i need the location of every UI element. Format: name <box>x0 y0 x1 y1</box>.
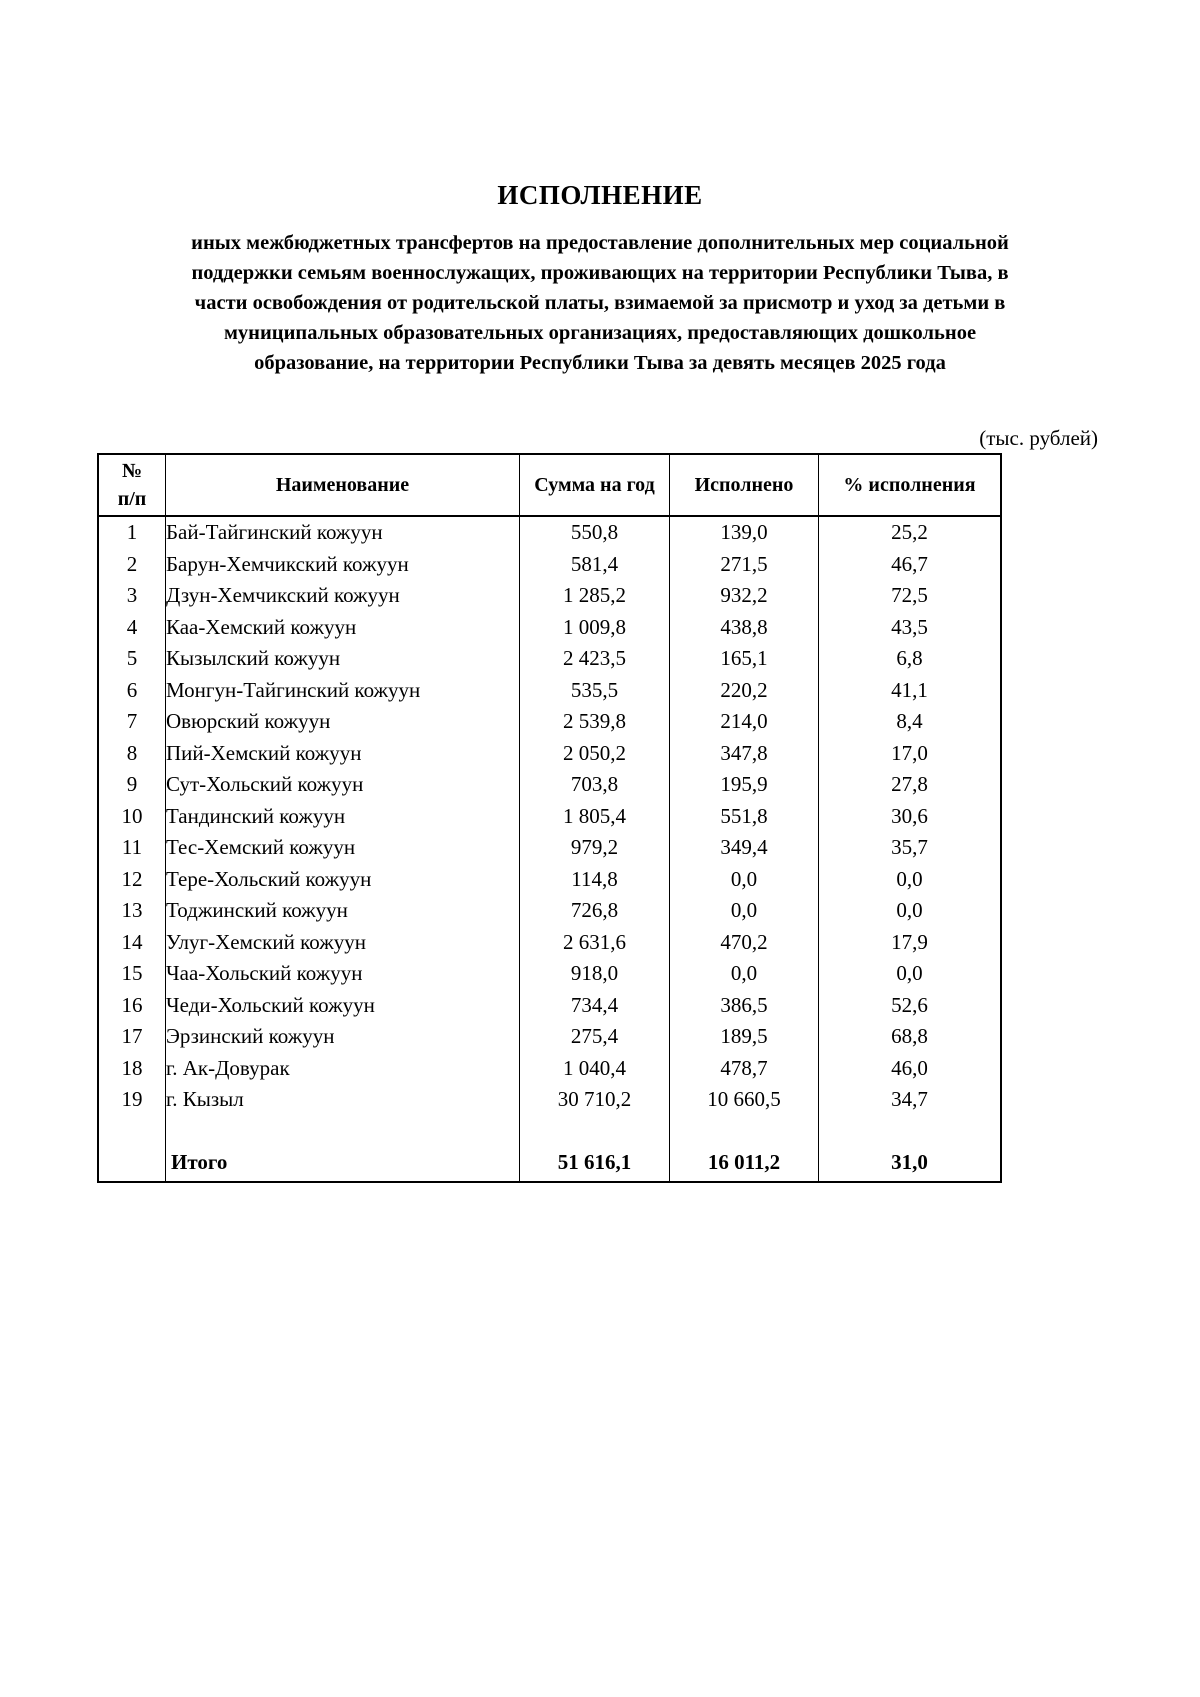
row-sum: 550,8 <box>520 516 670 549</box>
row-name: Монгун-Тайгинский кожуун <box>166 675 520 707</box>
row-name: Пий-Хемский кожуун <box>166 738 520 770</box>
row-pct: 52,6 <box>819 990 1002 1022</box>
row-num: 2 <box>98 549 166 581</box>
table-row <box>98 1021 1001 1053</box>
total-row <box>98 1147 1001 1182</box>
row-num: 19 <box>98 1084 166 1116</box>
table-row <box>98 706 1001 738</box>
row-name: Барун-Хемчикский кожуун <box>166 549 520 581</box>
row-pct: 27,8 <box>819 769 1002 801</box>
row-num: 1 <box>98 516 166 549</box>
row-done: 470,2 <box>670 927 819 959</box>
row-sum: 979,2 <box>520 832 670 864</box>
row-sum: 581,4 <box>520 549 670 581</box>
row-pct: 0,0 <box>819 958 1002 990</box>
subtitle-line: образование, на территории Республики Тыва за девять месяцев 2025 года <box>254 352 946 374</box>
units-label: (тыс. рублей) <box>979 426 1098 450</box>
row-done: 0,0 <box>670 864 819 896</box>
row-pct: 25,2 <box>819 516 1002 549</box>
row-num: 11 <box>98 832 166 864</box>
header-done: Исполнено <box>670 454 819 516</box>
row-num: 14 <box>98 927 166 959</box>
row-done: 165,1 <box>670 643 819 675</box>
row-name: Каа-Хемский кожуун <box>166 612 520 644</box>
total-label: Итого <box>166 1147 520 1182</box>
row-num: 15 <box>98 958 166 990</box>
table-row <box>98 675 1001 707</box>
row-done: 478,7 <box>670 1053 819 1085</box>
row-pct: 17,9 <box>819 927 1002 959</box>
row-num: 13 <box>98 895 166 927</box>
row-name: Дзун-Хемчикский кожуун <box>166 580 520 612</box>
header-name: Наименование <box>166 454 520 516</box>
row-num: 4 <box>98 612 166 644</box>
row-sum: 1 040,4 <box>520 1053 670 1085</box>
row-sum: 535,5 <box>520 675 670 707</box>
row-sum: 2 050,2 <box>520 738 670 770</box>
header-num <box>98 454 166 516</box>
row-name: Чеди-Хольский кожуун <box>166 990 520 1022</box>
row-sum: 1 009,8 <box>520 612 670 644</box>
header-pct: % исполнения <box>819 454 1002 516</box>
table-header-row <box>98 454 1001 516</box>
total-done: 16 011,2 <box>670 1147 819 1182</box>
row-sum: 2 631,6 <box>520 927 670 959</box>
row-num: 16 <box>98 990 166 1022</box>
row-done: 932,2 <box>670 580 819 612</box>
row-pct: 46,0 <box>819 1053 1002 1085</box>
row-done: 349,4 <box>670 832 819 864</box>
row-done: 551,8 <box>670 801 819 833</box>
row-num: 12 <box>98 864 166 896</box>
document-title: ИСПОЛНЕНИЕ <box>497 180 703 210</box>
row-pct: 0,0 <box>819 864 1002 896</box>
row-done: 220,2 <box>670 675 819 707</box>
row-pct: 34,7 <box>819 1084 1002 1116</box>
table-row <box>98 580 1001 612</box>
header-num-pp: п/п <box>117 488 147 510</box>
table-row <box>98 643 1001 675</box>
row-name: Овюрский кожуун <box>166 706 520 738</box>
row-num: 7 <box>98 706 166 738</box>
row-name: Тес-Хемский кожуун <box>166 832 520 864</box>
total-sum: 51 616,1 <box>520 1147 670 1182</box>
table-row <box>98 990 1001 1022</box>
execution-table <box>97 453 1002 1183</box>
row-pct: 43,5 <box>819 612 1002 644</box>
row-sum: 275,4 <box>520 1021 670 1053</box>
row-name: г. Ак-Довурак <box>166 1053 520 1085</box>
row-num: 5 <box>98 643 166 675</box>
table-row <box>98 864 1001 896</box>
row-num: 17 <box>98 1021 166 1053</box>
row-num: 10 <box>98 801 166 833</box>
row-pct: 35,7 <box>819 832 1002 864</box>
total-pct: 31,0 <box>819 1147 1002 1182</box>
row-num: 9 <box>98 769 166 801</box>
row-sum: 30 710,2 <box>520 1084 670 1116</box>
row-pct: 30,6 <box>819 801 1002 833</box>
row-pct: 68,8 <box>819 1021 1002 1053</box>
row-sum: 734,4 <box>520 990 670 1022</box>
table-row <box>98 516 1001 549</box>
row-name: Чаа-Хольский кожуун <box>166 958 520 990</box>
table-row <box>98 927 1001 959</box>
row-done: 0,0 <box>670 958 819 990</box>
total-num <box>98 1147 166 1182</box>
row-name: Бай-Тайгинский кожуун <box>166 516 520 549</box>
row-done: 10 660,5 <box>670 1084 819 1116</box>
row-name: Тандинский кожуун <box>166 801 520 833</box>
spacer-row <box>98 1116 1001 1148</box>
row-name: Эрзинский кожуун <box>166 1021 520 1053</box>
row-done: 386,5 <box>670 990 819 1022</box>
row-done: 347,8 <box>670 738 819 770</box>
subtitle-line: поддержки семьям военнослужащих, проживающих на территории Республики Тыва, в <box>191 262 1009 284</box>
row-pct: 41,1 <box>819 675 1002 707</box>
row-sum: 2 539,8 <box>520 706 670 738</box>
row-pct: 46,7 <box>819 549 1002 581</box>
document-subtitle <box>100 228 1100 378</box>
row-pct: 0,0 <box>819 895 1002 927</box>
row-done: 438,8 <box>670 612 819 644</box>
row-sum: 1 805,4 <box>520 801 670 833</box>
row-sum: 1 285,2 <box>520 580 670 612</box>
table-row <box>98 895 1001 927</box>
row-pct: 6,8 <box>819 643 1002 675</box>
row-name: Тере-Хольский кожуун <box>166 864 520 896</box>
row-pct: 72,5 <box>819 580 1002 612</box>
row-sum: 2 423,5 <box>520 643 670 675</box>
subtitle-line: иных межбюджетных трансфертов на предоставление дополнительных мер социальной <box>191 232 1009 254</box>
row-done: 0,0 <box>670 895 819 927</box>
table-row <box>98 832 1001 864</box>
table-row <box>98 801 1001 833</box>
row-sum: 918,0 <box>520 958 670 990</box>
row-sum: 114,8 <box>520 864 670 896</box>
row-done: 139,0 <box>670 516 819 549</box>
table-row <box>98 1053 1001 1085</box>
header-num-symbol: № <box>121 460 143 482</box>
table-row <box>98 612 1001 644</box>
table-row <box>98 769 1001 801</box>
row-name: Улуг-Хемский кожуун <box>166 927 520 959</box>
row-sum: 726,8 <box>520 895 670 927</box>
subtitle-line: муниципальных образовательных организациях, предоставляющих дошкольное <box>223 322 977 344</box>
row-name: Сут-Хольский кожуун <box>166 769 520 801</box>
row-done: 214,0 <box>670 706 819 738</box>
row-num: 3 <box>98 580 166 612</box>
row-sum: 703,8 <box>520 769 670 801</box>
table-row <box>98 1084 1001 1116</box>
subtitle-line: части освобождения от родительской платы, взимаемой за присмотр и уход за детьми в <box>194 292 1006 314</box>
table-row <box>98 738 1001 770</box>
row-done: 195,9 <box>670 769 819 801</box>
header-sum: Сумма на год <box>520 454 670 516</box>
row-num: 18 <box>98 1053 166 1085</box>
table-row <box>98 958 1001 990</box>
row-pct: 17,0 <box>819 738 1002 770</box>
row-num: 8 <box>98 738 166 770</box>
row-name: Тоджинский кожуун <box>166 895 520 927</box>
row-name: Кызылский кожуун <box>166 643 520 675</box>
row-name: г. Кызыл <box>166 1084 520 1116</box>
table-row <box>98 549 1001 581</box>
row-num: 6 <box>98 675 166 707</box>
row-pct: 8,4 <box>819 706 1002 738</box>
row-done: 271,5 <box>670 549 819 581</box>
row-done: 189,5 <box>670 1021 819 1053</box>
